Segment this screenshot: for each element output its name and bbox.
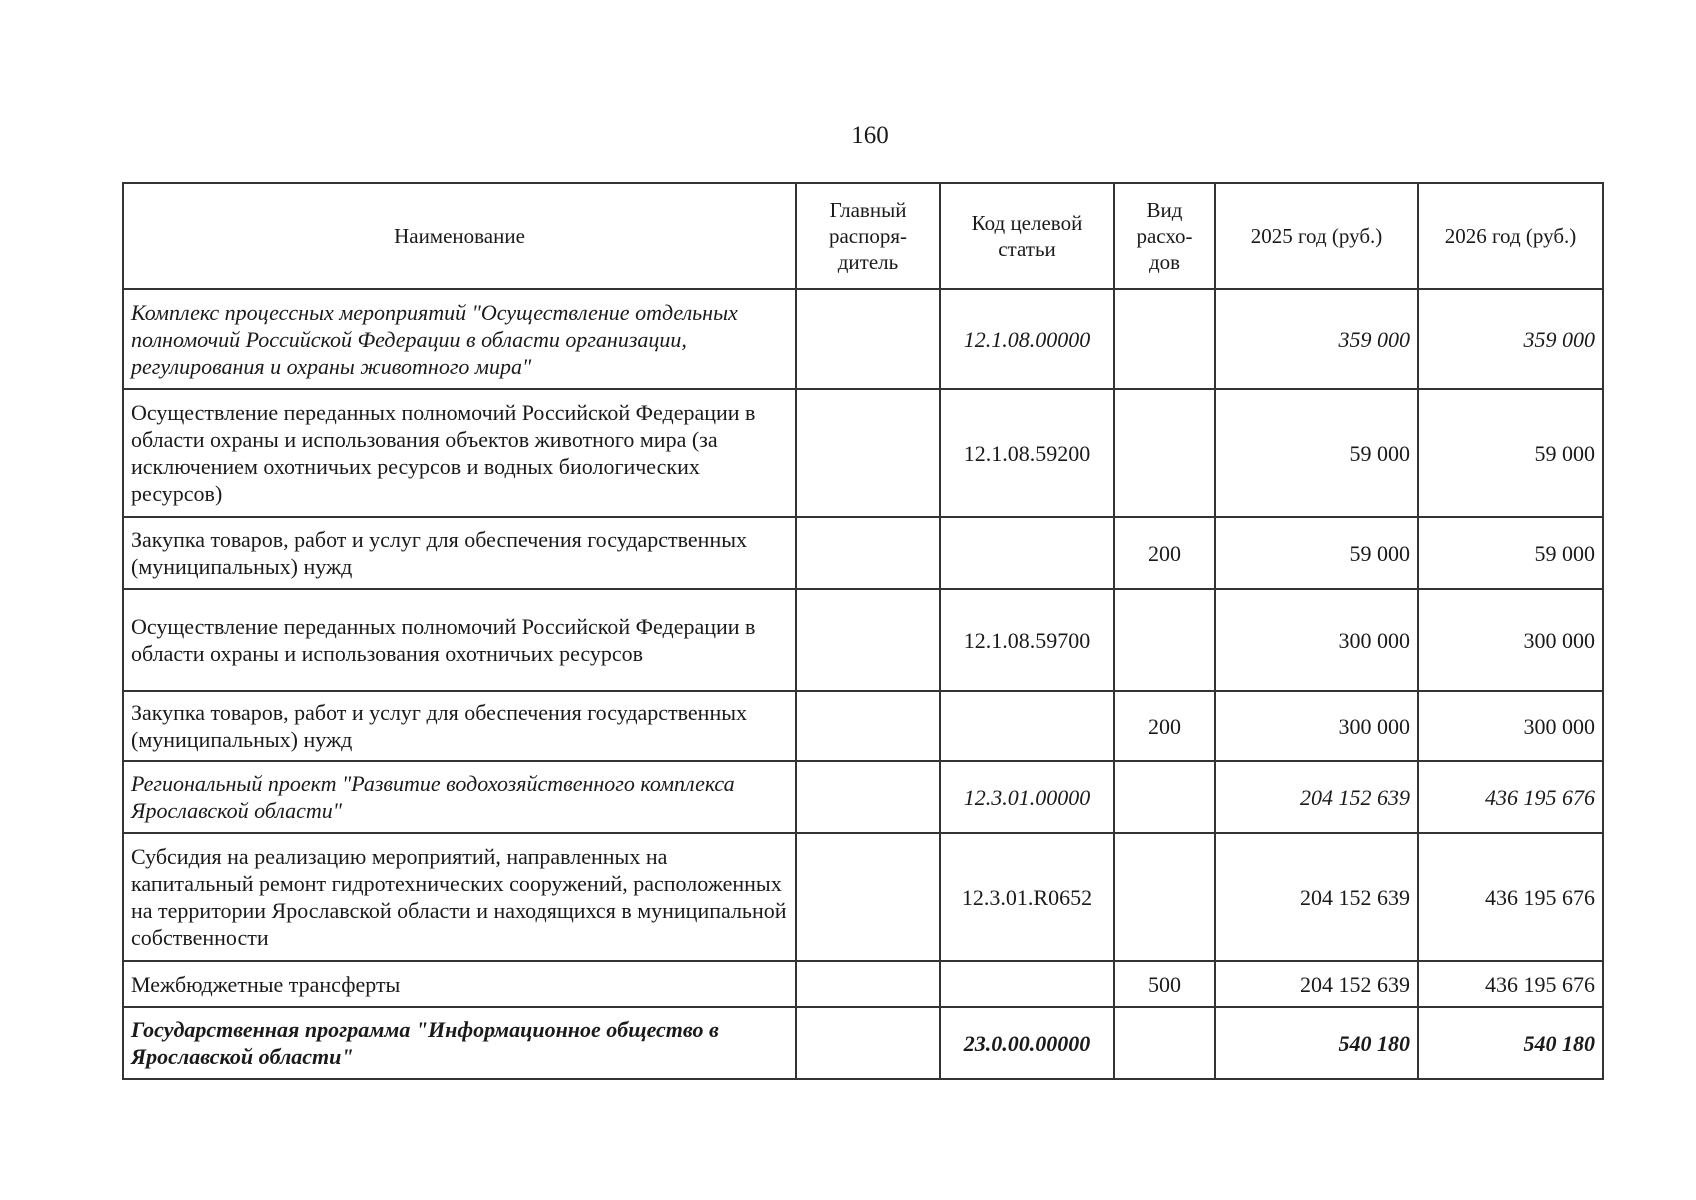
- table-row: [123, 589, 1603, 691]
- row-manager: [796, 691, 940, 761]
- page-number: 160: [851, 122, 889, 149]
- table-row: [123, 691, 1603, 761]
- table-row: [123, 833, 1603, 961]
- header-year-2026: 2026 год (руб.): [1418, 183, 1603, 289]
- row-2025: 204 152 639: [1215, 761, 1418, 833]
- row-2026: 300 000: [1418, 589, 1603, 691]
- row-manager: [796, 517, 940, 589]
- row-type: [1114, 289, 1215, 389]
- budget-table: [122, 182, 1604, 1080]
- row-code: [940, 691, 1114, 761]
- row-code: [940, 517, 1114, 589]
- row-manager: [796, 389, 940, 517]
- table-row: [123, 761, 1603, 833]
- row-type: 500: [1114, 961, 1215, 1007]
- row-2025: 204 152 639: [1215, 961, 1418, 1007]
- row-type: [1114, 833, 1215, 961]
- table-row: [123, 289, 1603, 389]
- row-2026: 300 000: [1418, 691, 1603, 761]
- header-expense-type: Вид расхо-дов: [1114, 183, 1215, 289]
- row-2025: 300 000: [1215, 589, 1418, 691]
- row-name: Комплекс процессных мероприятий "Осуществление отдельных полномочий Российской Федерации в области организации, регулирования и охраны животного мира": [123, 289, 796, 389]
- row-code: 12.1.08.59700: [940, 589, 1114, 691]
- row-name: Осуществление переданных полномочий Российской Федерации в области охраны и использования охотничьих ресурсов: [123, 589, 796, 691]
- row-code: 12.3.01.00000: [940, 761, 1114, 833]
- header-year-2025: 2025 год (руб.): [1215, 183, 1418, 289]
- row-2026: 59 000: [1418, 389, 1603, 517]
- row-2026: 436 195 676: [1418, 833, 1603, 961]
- table-row: [123, 1007, 1603, 1079]
- row-type: [1114, 589, 1215, 691]
- row-manager: [796, 761, 940, 833]
- row-name: Субсидия на реализацию мероприятий, направленных на капитальный ремонт гидротехнических сооружений, расположенных на территории Ярославской области и находящихся в муниципальной собственности: [123, 833, 796, 961]
- table-row: [123, 961, 1603, 1007]
- row-code: 12.1.08.59200: [940, 389, 1114, 517]
- row-2026: 359 000: [1418, 289, 1603, 389]
- row-name: Региональный проект "Развитие водохозяйственного комплекса Ярославской области": [123, 761, 796, 833]
- row-2026: 436 195 676: [1418, 761, 1603, 833]
- row-code: [940, 961, 1114, 1007]
- table-header-row: [123, 183, 1603, 289]
- row-type: 200: [1114, 691, 1215, 761]
- row-2026: 436 195 676: [1418, 961, 1603, 1007]
- row-type: [1114, 761, 1215, 833]
- row-2025: 59 000: [1215, 389, 1418, 517]
- row-manager: [796, 961, 940, 1007]
- row-2025: 300 000: [1215, 691, 1418, 761]
- row-manager: [796, 833, 940, 961]
- row-name: Закупка товаров, работ и услуг для обеспечения государственных (муниципальных) нужд: [123, 517, 796, 589]
- row-type: [1114, 389, 1215, 517]
- row-name: Закупка товаров, работ и услуг для обеспечения государственных (муниципальных) нужд: [123, 691, 796, 761]
- header-main-manager: Главный распоря-дитель: [796, 183, 940, 289]
- row-2025: 204 152 639: [1215, 833, 1418, 961]
- row-code: 12.1.08.00000: [940, 289, 1114, 389]
- header-name: Наименование: [123, 183, 796, 289]
- row-name: Осуществление переданных полномочий Российской Федерации в области охраны и использования объектов животного мира (за исключением охотничьих ресурсов и водных биологических ресурсов): [123, 389, 796, 517]
- row-manager: [796, 589, 940, 691]
- row-manager: [796, 1007, 940, 1079]
- row-code: 12.3.01.R0652: [940, 833, 1114, 961]
- table-row: [123, 517, 1603, 589]
- row-code: 23.0.00.00000: [940, 1007, 1114, 1079]
- row-type: 200: [1114, 517, 1215, 589]
- row-2025: 359 000: [1215, 289, 1418, 389]
- row-2025: 540 180: [1215, 1007, 1418, 1079]
- row-2026: 540 180: [1418, 1007, 1603, 1079]
- row-2026: 59 000: [1418, 517, 1603, 589]
- row-manager: [796, 289, 940, 389]
- header-target-code: Код целевой статьи: [940, 183, 1114, 289]
- row-name: Государственная программа "Информационное общество в Ярославской области": [123, 1007, 796, 1079]
- row-type: [1114, 1007, 1215, 1079]
- row-2025: 59 000: [1215, 517, 1418, 589]
- row-name: Межбюджетные трансферты: [123, 961, 796, 1007]
- table-row: [123, 389, 1603, 517]
